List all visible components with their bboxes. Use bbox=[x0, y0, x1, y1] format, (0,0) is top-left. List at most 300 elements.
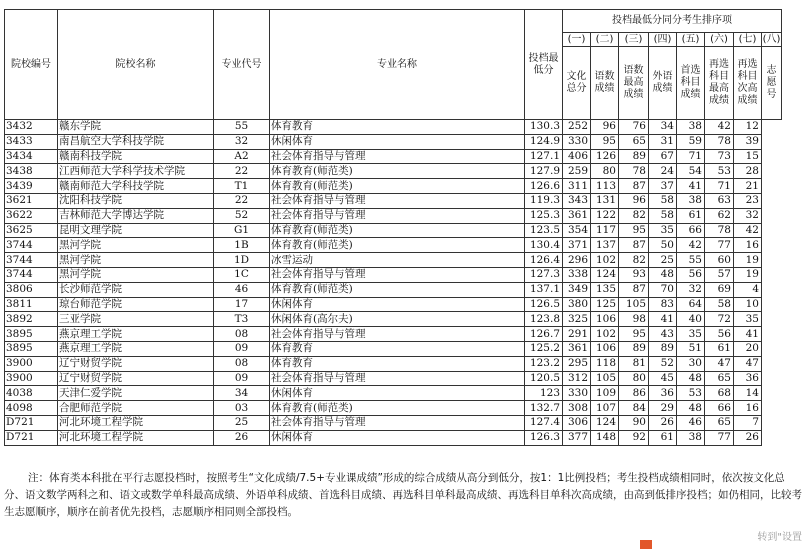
cell-reselect-second: 19 bbox=[734, 267, 762, 282]
header-min-score: 投档最低分 bbox=[525, 10, 563, 120]
cell-major-name: 体育教育(师范类) bbox=[270, 164, 525, 179]
cell-first-subject: 40 bbox=[677, 312, 705, 327]
cell-reselect-max: 68 bbox=[705, 386, 734, 401]
cell-major-name: 冰雪运动 bbox=[270, 253, 525, 268]
cell-chinese-math: 118 bbox=[591, 356, 619, 371]
cell-foreign-language: 83 bbox=[649, 297, 677, 312]
cell-first-subject: 42 bbox=[677, 238, 705, 253]
cell-school-name: 琼台师范学院 bbox=[58, 297, 214, 312]
cell-total: 306 bbox=[563, 415, 591, 430]
cell-chinese-math-max: 98 bbox=[619, 312, 649, 327]
cell-major-code: A2 bbox=[214, 149, 270, 164]
cell-chinese-math-max: 84 bbox=[619, 401, 649, 416]
cell-first-subject: 56 bbox=[677, 267, 705, 282]
cell-total: 361 bbox=[563, 341, 591, 356]
cell-chinese-math-max: 87 bbox=[619, 238, 649, 253]
cell-school-name: 沈阳科技学院 bbox=[58, 193, 214, 208]
cell-school-code: 4098 bbox=[5, 401, 58, 416]
cell-first-subject: 61 bbox=[677, 208, 705, 223]
cell-chinese-math-max: 87 bbox=[619, 179, 649, 194]
cell-school-name: 辽宁财贸学院 bbox=[58, 371, 214, 386]
header-sub-chinese-math-max: 语数最高成绩 bbox=[619, 47, 649, 120]
cell-major-name: 体育教育(师范类) bbox=[270, 401, 525, 416]
cell-foreign-language: 52 bbox=[649, 356, 677, 371]
cell-major-code: 22 bbox=[214, 193, 270, 208]
cell-total: 252 bbox=[563, 120, 591, 135]
cell-min-score: 127.3 bbox=[525, 267, 563, 282]
cell-school-code: 3900 bbox=[5, 371, 58, 386]
cell-school-code: 3806 bbox=[5, 282, 58, 297]
cell-major-code: 55 bbox=[214, 120, 270, 135]
cell-major-code: T1 bbox=[214, 179, 270, 194]
header-index: (六) bbox=[705, 33, 734, 47]
cell-school-name: 黑河学院 bbox=[58, 253, 214, 268]
cell-foreign-language: 24 bbox=[649, 164, 677, 179]
cell-total: 325 bbox=[563, 312, 591, 327]
cell-school-code: 3895 bbox=[5, 341, 58, 356]
table-row bbox=[5, 208, 782, 223]
cell-chinese-math: 117 bbox=[591, 223, 619, 238]
cell-total: 349 bbox=[563, 282, 591, 297]
cell-school-code: 3432 bbox=[5, 120, 58, 135]
cell-reselect-max: 56 bbox=[705, 327, 734, 342]
table-row bbox=[5, 327, 782, 342]
cell-major-name: 体育教育 bbox=[270, 120, 525, 135]
cell-chinese-math: 106 bbox=[591, 312, 619, 327]
table-row bbox=[5, 149, 782, 164]
cell-chinese-math: 124 bbox=[591, 267, 619, 282]
cell-reselect-max: 57 bbox=[705, 267, 734, 282]
cell-chinese-math-max: 76 bbox=[619, 120, 649, 135]
table-row bbox=[5, 134, 782, 149]
cell-major-name: 社会体育指导与管理 bbox=[270, 327, 525, 342]
table-row bbox=[5, 386, 782, 401]
cell-min-score: 127.1 bbox=[525, 149, 563, 164]
header-school-code: 院校编号 bbox=[5, 10, 58, 120]
cell-total: 406 bbox=[563, 149, 591, 164]
cell-reselect-max: 63 bbox=[705, 193, 734, 208]
cell-reselect-max: 78 bbox=[705, 134, 734, 149]
cell-chinese-math-max: 65 bbox=[619, 134, 649, 149]
cell-foreign-language: 45 bbox=[649, 371, 677, 386]
footnote: 注：体育类本科批在平行志愿投档时，按照考生“文化成绩/7.5+专业课成绩”形成的综合成绩从高分到低分，按1：1比例投档；考生投档成绩相同时，依次按文化总分、语文数学两科之和、语文或数学单科最高成绩、外语单科成绩、首选科目成绩、再选科目单科最高成绩、再选科目单科次高成绩，由高到低排序投档；如仍相同，比较考生志愿顺序，顺序在前者优先投档，志愿顺序相同则全部投档。 bbox=[4, 472, 802, 518]
cell-first-subject: 38 bbox=[677, 193, 705, 208]
cell-reselect-max: 65 bbox=[705, 415, 734, 430]
cell-total: 330 bbox=[563, 134, 591, 149]
cell-major-code: 1B bbox=[214, 238, 270, 253]
header-index: (一) bbox=[563, 33, 591, 47]
cell-foreign-language: 48 bbox=[649, 267, 677, 282]
cell-first-subject: 32 bbox=[677, 282, 705, 297]
cell-major-code: 22 bbox=[214, 164, 270, 179]
table-row bbox=[5, 297, 782, 312]
cell-school-code: 3744 bbox=[5, 267, 58, 282]
cell-total: 295 bbox=[563, 356, 591, 371]
cell-chinese-math: 148 bbox=[591, 430, 619, 445]
cell-school-code: 3900 bbox=[5, 356, 58, 371]
cell-chinese-math-max: 87 bbox=[619, 282, 649, 297]
cell-min-score: 125.3 bbox=[525, 208, 563, 223]
table-row bbox=[5, 193, 782, 208]
cell-major-name: 休闲体育 bbox=[270, 134, 525, 149]
cell-school-code: 3811 bbox=[5, 297, 58, 312]
cell-chinese-math: 124 bbox=[591, 415, 619, 430]
cell-foreign-language: 31 bbox=[649, 134, 677, 149]
cell-min-score: 130.3 bbox=[525, 120, 563, 135]
cell-reselect-second: 36 bbox=[734, 371, 762, 386]
cell-foreign-language: 43 bbox=[649, 327, 677, 342]
table-row bbox=[5, 238, 782, 253]
logo-icon bbox=[640, 540, 652, 549]
cell-total: 312 bbox=[563, 371, 591, 386]
cell-chinese-math-max: 92 bbox=[619, 430, 649, 445]
cell-total: 377 bbox=[563, 430, 591, 445]
cell-min-score: 123.5 bbox=[525, 223, 563, 238]
cell-chinese-math-max: 82 bbox=[619, 253, 649, 268]
cell-reselect-second: 12 bbox=[734, 120, 762, 135]
header-major-name: 专业名称 bbox=[270, 10, 525, 120]
cell-major-name: 休闲体育(高尔夫) bbox=[270, 312, 525, 327]
table-row bbox=[5, 164, 782, 179]
table-row bbox=[5, 356, 782, 371]
cell-major-code: 25 bbox=[214, 415, 270, 430]
cell-school-code: D721 bbox=[5, 415, 58, 430]
cell-min-score: 127.4 bbox=[525, 415, 563, 430]
table-row bbox=[5, 179, 782, 194]
cell-chinese-math: 107 bbox=[591, 401, 619, 416]
cell-chinese-math: 137 bbox=[591, 238, 619, 253]
cell-min-score: 123 bbox=[525, 386, 563, 401]
cell-foreign-language: 89 bbox=[649, 341, 677, 356]
cell-chinese-math: 125 bbox=[591, 297, 619, 312]
header-sub-reselect-max: 再选科目最高成绩 bbox=[705, 47, 734, 120]
cell-school-name: 黑河学院 bbox=[58, 267, 214, 282]
cell-reselect-max: 77 bbox=[705, 238, 734, 253]
cell-reselect-second: 28 bbox=[734, 164, 762, 179]
table-row bbox=[5, 430, 782, 445]
cell-min-score: 130.4 bbox=[525, 238, 563, 253]
cell-school-code: D721 bbox=[5, 430, 58, 445]
cell-school-code: 3438 bbox=[5, 164, 58, 179]
cell-major-name: 休闲体育 bbox=[270, 297, 525, 312]
cell-major-code: 1D bbox=[214, 253, 270, 268]
header-major-code: 专业代号 bbox=[214, 10, 270, 120]
table-row bbox=[5, 312, 782, 327]
header-index: (八) bbox=[762, 33, 781, 45]
cell-major-name: 体育教育(师范类) bbox=[270, 223, 525, 238]
cell-chinese-math-max: 89 bbox=[619, 149, 649, 164]
cell-chinese-math-max: 95 bbox=[619, 223, 649, 238]
cell-foreign-language: 50 bbox=[649, 238, 677, 253]
cell-foreign-language: 34 bbox=[649, 120, 677, 135]
header-school-name: 院校名称 bbox=[58, 10, 214, 120]
cell-major-name: 休闲体育 bbox=[270, 386, 525, 401]
cell-reselect-max: 69 bbox=[705, 282, 734, 297]
cell-min-score: 124.9 bbox=[525, 134, 563, 149]
cell-school-name: 昆明文理学院 bbox=[58, 223, 214, 238]
cell-school-code: 3622 bbox=[5, 208, 58, 223]
corner-hint-text: 转到"设置 bbox=[757, 532, 802, 543]
cell-school-name: 三亚学院 bbox=[58, 312, 214, 327]
cell-chinese-math-max: 93 bbox=[619, 267, 649, 282]
table-row bbox=[5, 371, 782, 386]
cell-first-subject: 55 bbox=[677, 253, 705, 268]
cell-first-subject: 30 bbox=[677, 356, 705, 371]
cell-major-code: 26 bbox=[214, 430, 270, 445]
cell-reselect-second: 26 bbox=[734, 430, 762, 445]
cell-school-code: 3744 bbox=[5, 238, 58, 253]
cell-min-score: 126.5 bbox=[525, 297, 563, 312]
cell-reselect-max: 78 bbox=[705, 223, 734, 238]
cell-foreign-language: 58 bbox=[649, 208, 677, 223]
cell-school-code: 3434 bbox=[5, 149, 58, 164]
cell-major-code: 03 bbox=[214, 401, 270, 416]
cell-reselect-max: 42 bbox=[705, 120, 734, 135]
cell-chinese-math-max: 81 bbox=[619, 356, 649, 371]
table-row bbox=[5, 267, 782, 282]
header-sub-total: 文化总分 bbox=[563, 47, 591, 120]
cell-school-code: 3621 bbox=[5, 193, 58, 208]
cell-reselect-max: 77 bbox=[705, 430, 734, 445]
cell-major-name: 社会体育指导与管理 bbox=[270, 149, 525, 164]
cell-first-subject: 71 bbox=[677, 149, 705, 164]
cell-foreign-language: 67 bbox=[649, 149, 677, 164]
cell-major-name: 休闲体育 bbox=[270, 430, 525, 445]
cell-first-subject: 46 bbox=[677, 415, 705, 430]
cell-reselect-max: 73 bbox=[705, 149, 734, 164]
cell-reselect-max: 62 bbox=[705, 208, 734, 223]
cell-school-name: 赣南科技学院 bbox=[58, 149, 214, 164]
cell-school-code: 3625 bbox=[5, 223, 58, 238]
cell-first-subject: 54 bbox=[677, 164, 705, 179]
cell-chinese-math: 102 bbox=[591, 327, 619, 342]
cell-min-score: 127.9 bbox=[525, 164, 563, 179]
header-index: (五) bbox=[677, 33, 705, 47]
cell-chinese-math: 80 bbox=[591, 164, 619, 179]
cell-chinese-math: 126 bbox=[591, 149, 619, 164]
cell-reselect-second: 7 bbox=[734, 415, 762, 430]
table-row bbox=[5, 401, 782, 416]
cell-first-subject: 35 bbox=[677, 327, 705, 342]
cell-chinese-math-max: 96 bbox=[619, 193, 649, 208]
cell-min-score: 120.5 bbox=[525, 371, 563, 386]
cell-school-name: 赣南师范大学科技学院 bbox=[58, 179, 214, 194]
cell-total: 308 bbox=[563, 401, 591, 416]
cell-major-code: T3 bbox=[214, 312, 270, 327]
cell-foreign-language: 35 bbox=[649, 223, 677, 238]
cell-chinese-math-max: 86 bbox=[619, 386, 649, 401]
cell-foreign-language: 25 bbox=[649, 253, 677, 268]
cell-chinese-math-max: 82 bbox=[619, 208, 649, 223]
cell-major-name: 体育教育(师范类) bbox=[270, 238, 525, 253]
cell-chinese-math: 131 bbox=[591, 193, 619, 208]
cell-min-score: 126.7 bbox=[525, 327, 563, 342]
table-row bbox=[5, 223, 782, 238]
cell-major-name: 体育教育(师范类) bbox=[270, 282, 525, 297]
cell-major-code: 09 bbox=[214, 371, 270, 386]
cell-major-code: 17 bbox=[214, 297, 270, 312]
cell-reselect-max: 65 bbox=[705, 371, 734, 386]
table-row bbox=[5, 415, 782, 430]
cell-total: 291 bbox=[563, 327, 591, 342]
cell-reselect-second: 47 bbox=[734, 356, 762, 371]
cell-total: 371 bbox=[563, 238, 591, 253]
cell-reselect-max: 53 bbox=[705, 164, 734, 179]
cell-major-name: 体育教育 bbox=[270, 356, 525, 371]
cell-school-name: 合肥师范学院 bbox=[58, 401, 214, 416]
cell-major-code: 34 bbox=[214, 386, 270, 401]
cell-school-code: 3744 bbox=[5, 253, 58, 268]
cell-major-code: 46 bbox=[214, 282, 270, 297]
table-row bbox=[5, 341, 782, 356]
header-sub-foreign-language: 外语成绩 bbox=[649, 47, 677, 120]
cell-reselect-max: 61 bbox=[705, 341, 734, 356]
cell-reselect-second: 16 bbox=[734, 401, 762, 416]
cell-reselect-max: 66 bbox=[705, 401, 734, 416]
cell-major-code: 08 bbox=[214, 327, 270, 342]
cell-major-name: 社会体育指导与管理 bbox=[270, 267, 525, 282]
cell-min-score: 126.6 bbox=[525, 179, 563, 194]
cell-reselect-second: 41 bbox=[734, 327, 762, 342]
cell-school-code: 3892 bbox=[5, 312, 58, 327]
cell-first-subject: 48 bbox=[677, 401, 705, 416]
cell-school-code: 3433 bbox=[5, 134, 58, 149]
header-index: (七) bbox=[734, 33, 762, 47]
cell-chinese-math: 113 bbox=[591, 179, 619, 194]
cell-school-name: 长沙师范学院 bbox=[58, 282, 214, 297]
cell-chinese-math: 96 bbox=[591, 120, 619, 135]
cell-school-code: 3439 bbox=[5, 179, 58, 194]
cell-major-name: 社会体育指导与管理 bbox=[270, 208, 525, 223]
cell-major-name: 体育教育(师范类) bbox=[270, 179, 525, 194]
cell-school-name: 天津仁爱学院 bbox=[58, 386, 214, 401]
cell-major-code: G1 bbox=[214, 223, 270, 238]
cell-chinese-math: 105 bbox=[591, 371, 619, 386]
cell-chinese-math: 122 bbox=[591, 208, 619, 223]
cell-total: 259 bbox=[563, 164, 591, 179]
cell-first-subject: 48 bbox=[677, 371, 705, 386]
cell-reselect-second: 32 bbox=[734, 208, 762, 223]
header-sub-preference-no: 志愿号 bbox=[762, 47, 782, 120]
cell-major-code: 1C bbox=[214, 267, 270, 282]
cell-total: 311 bbox=[563, 179, 591, 194]
cell-first-subject: 51 bbox=[677, 341, 705, 356]
cell-school-name: 江西师范大学科学技术学院 bbox=[58, 164, 214, 179]
header-sub-first-subject: 首选科目成绩 bbox=[677, 47, 705, 120]
cell-chinese-math: 95 bbox=[591, 134, 619, 149]
cell-min-score: 126.4 bbox=[525, 253, 563, 268]
cell-total: 380 bbox=[563, 297, 591, 312]
cell-first-subject: 38 bbox=[677, 120, 705, 135]
admission-score-table bbox=[4, 9, 782, 446]
cell-first-subject: 64 bbox=[677, 297, 705, 312]
cell-total: 296 bbox=[563, 253, 591, 268]
cell-chinese-math-max: 90 bbox=[619, 415, 649, 430]
cell-chinese-math: 102 bbox=[591, 253, 619, 268]
cell-foreign-language: 37 bbox=[649, 179, 677, 194]
header-index: (三) bbox=[619, 33, 649, 47]
cell-major-code: 08 bbox=[214, 356, 270, 371]
cell-min-score: 119.3 bbox=[525, 193, 563, 208]
cell-school-name: 黑河学院 bbox=[58, 238, 214, 253]
cell-school-name: 河北环境工程学院 bbox=[58, 430, 214, 445]
cell-foreign-language: 70 bbox=[649, 282, 677, 297]
cell-major-name: 社会体育指导与管理 bbox=[270, 193, 525, 208]
cell-reselect-second: 10 bbox=[734, 297, 762, 312]
cell-min-score: 123.2 bbox=[525, 356, 563, 371]
cell-first-subject: 53 bbox=[677, 386, 705, 401]
table-row bbox=[5, 253, 782, 268]
header-sub-reselect-second: 再选科目次高成绩 bbox=[734, 47, 762, 120]
cell-min-score: 126.3 bbox=[525, 430, 563, 445]
cell-major-name: 社会体育指导与管理 bbox=[270, 371, 525, 386]
cell-total: 354 bbox=[563, 223, 591, 238]
cell-chinese-math: 106 bbox=[591, 341, 619, 356]
cell-reselect-max: 71 bbox=[705, 179, 734, 194]
cell-min-score: 123.8 bbox=[525, 312, 563, 327]
table-row bbox=[5, 282, 782, 297]
cell-major-code: 32 bbox=[214, 134, 270, 149]
cell-total: 338 bbox=[563, 267, 591, 282]
cell-school-name: 南昌航空大学科技学院 bbox=[58, 134, 214, 149]
cell-total: 361 bbox=[563, 208, 591, 223]
cell-reselect-second: 39 bbox=[734, 134, 762, 149]
table-row bbox=[5, 120, 782, 135]
cell-min-score: 125.2 bbox=[525, 341, 563, 356]
cell-foreign-language: 58 bbox=[649, 193, 677, 208]
cell-chinese-math-max: 80 bbox=[619, 371, 649, 386]
cell-total: 330 bbox=[563, 386, 591, 401]
cell-major-name: 体育教育 bbox=[270, 341, 525, 356]
cell-reselect-max: 47 bbox=[705, 356, 734, 371]
cell-chinese-math: 109 bbox=[591, 386, 619, 401]
cell-reselect-second: 15 bbox=[734, 149, 762, 164]
header-index: (四) bbox=[649, 33, 677, 47]
cell-reselect-second: 21 bbox=[734, 179, 762, 194]
cell-first-subject: 59 bbox=[677, 134, 705, 149]
header-index: (二) bbox=[591, 33, 619, 47]
cell-school-code: 4038 bbox=[5, 386, 58, 401]
header-sub-chinese-math: 语数成绩 bbox=[591, 47, 619, 120]
cell-school-name: 赣东学院 bbox=[58, 120, 214, 135]
cell-reselect-second: 20 bbox=[734, 341, 762, 356]
cell-min-score: 137.1 bbox=[525, 282, 563, 297]
cell-major-code: 52 bbox=[214, 208, 270, 223]
cell-school-name: 河北环境工程学院 bbox=[58, 415, 214, 430]
cell-reselect-max: 60 bbox=[705, 253, 734, 268]
cell-foreign-language: 61 bbox=[649, 430, 677, 445]
cell-total: 343 bbox=[563, 193, 591, 208]
cell-reselect-max: 58 bbox=[705, 297, 734, 312]
cell-first-subject: 38 bbox=[677, 430, 705, 445]
cell-first-subject: 66 bbox=[677, 223, 705, 238]
cell-school-name: 燕京理工学院 bbox=[58, 327, 214, 342]
cell-reselect-max: 72 bbox=[705, 312, 734, 327]
cell-foreign-language: 41 bbox=[649, 312, 677, 327]
cell-chinese-math-max: 89 bbox=[619, 341, 649, 356]
cell-major-name: 社会体育指导与管理 bbox=[270, 415, 525, 430]
cell-chinese-math: 135 bbox=[591, 282, 619, 297]
cell-foreign-language: 29 bbox=[649, 401, 677, 416]
cell-school-name: 吉林师范大学博达学院 bbox=[58, 208, 214, 223]
cell-first-subject: 41 bbox=[677, 179, 705, 194]
cell-chinese-math-max: 78 bbox=[619, 164, 649, 179]
cell-reselect-second: 14 bbox=[734, 386, 762, 401]
cell-foreign-language: 26 bbox=[649, 415, 677, 430]
cell-reselect-second: 23 bbox=[734, 193, 762, 208]
cell-reselect-second: 4 bbox=[734, 282, 762, 297]
cell-major-code: 09 bbox=[214, 341, 270, 356]
